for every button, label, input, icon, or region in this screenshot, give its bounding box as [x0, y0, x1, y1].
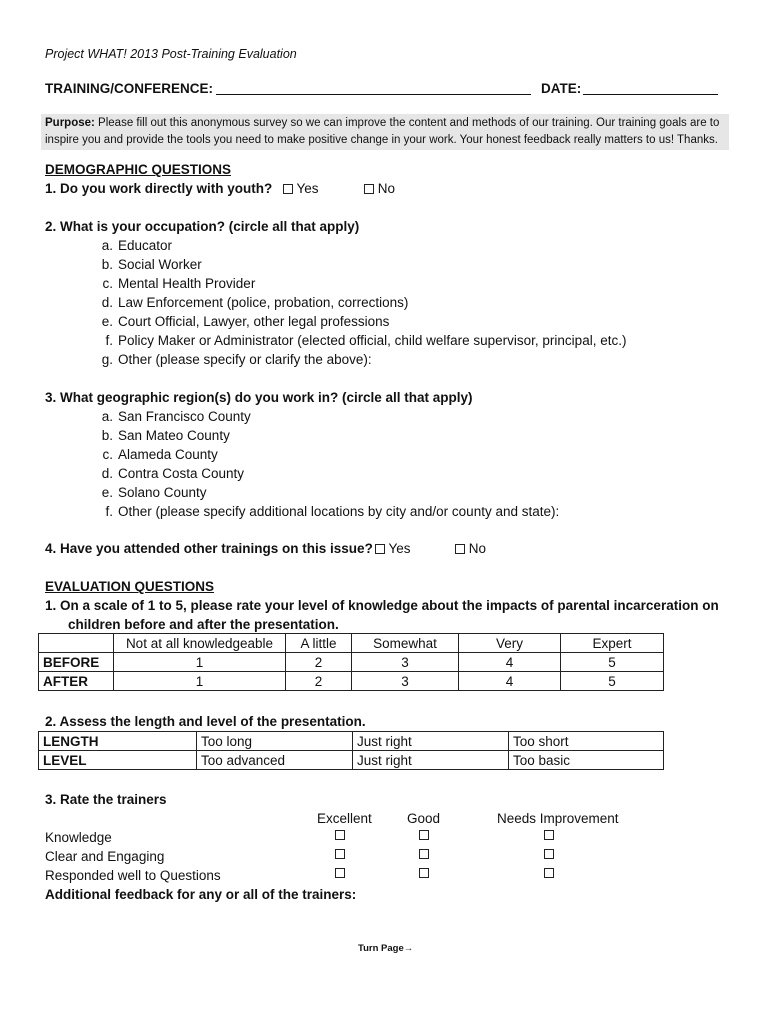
table-header: A little [286, 634, 352, 653]
list-item[interactable]: c. Mental Health Provider [102, 276, 256, 291]
row-label: AFTER [39, 672, 114, 691]
date-field[interactable] [583, 79, 718, 98]
checkbox-icon[interactable] [544, 849, 554, 859]
occupation-options [90, 236, 626, 369]
option-cell[interactable]: Too basic [509, 751, 664, 770]
additional-feedback-label: Additional feedback for any or all of the trainers: [45, 887, 357, 902]
column-excellent: Excellent [317, 811, 372, 826]
evaluation-heading: EVALUATION QUESTIONS [45, 579, 215, 594]
purpose-box [41, 114, 729, 150]
rating-cell[interactable]: 1 [114, 672, 286, 691]
rating-cell[interactable]: 2 [286, 653, 352, 672]
q1-no-label: No [377, 181, 396, 196]
checkbox-icon[interactable] [544, 830, 554, 840]
list-item[interactable]: g. Other (please specify or clarify the above): [101, 352, 372, 367]
demographic-heading: DEMOGRAPHIC QUESTIONS [45, 162, 232, 177]
eval-q1-question: 1. On a scale of 1 to 5, please rate your level of knowledge about the impacts of parental incarceration on [45, 598, 719, 613]
checkbox-icon[interactable] [364, 184, 374, 194]
q4-trainings-question: 4. Have you attended other trainings on this issue? [45, 541, 373, 556]
checkbox-icon[interactable] [419, 830, 429, 840]
list-item[interactable]: e. Court Official, Lawyer, other legal professions [101, 314, 390, 329]
column-needs-improvement: Needs Improvement [497, 811, 619, 826]
table-row [39, 732, 664, 751]
table-header: Somewhat [352, 634, 459, 653]
rating-cell[interactable]: 2 [286, 672, 352, 691]
eval-q1-question-continued: children before and after the presentation. [68, 617, 339, 632]
list-item[interactable]: b. San Mateo County [101, 428, 230, 443]
list-item[interactable]: a. Educator [101, 238, 173, 253]
purpose-text: Please fill out this anonymous survey so we can improve the content and methods of our training. Our training goals are to inspire you and provide the tools you need to make positive change in your work. Your honest feedback really matters to us! Thanks. [45, 117, 720, 146]
table-header: Not at all knowledgeable [114, 634, 286, 653]
list-item[interactable]: d. Law Enforcement (police, probation, corrections) [101, 295, 409, 310]
form-title: Project WHAT! 2013 Post-Training Evaluation [45, 47, 297, 61]
q4-no-label: No [468, 541, 487, 556]
checkbox-icon[interactable] [283, 184, 293, 194]
list-item[interactable]: d. Contra Costa County [101, 466, 245, 481]
list-item[interactable]: e. Solano County [101, 485, 207, 500]
table-row [39, 653, 664, 672]
table-header: Expert [561, 634, 664, 653]
list-item[interactable]: b. Social Worker [101, 257, 202, 272]
trainer-row-responded: Responded well to Questions [45, 868, 221, 883]
table-cell [39, 634, 114, 653]
row-label: LENGTH [39, 732, 197, 751]
q1-youth-question: 1. Do you work directly with youth? [45, 181, 273, 196]
q1-no-option[interactable] [364, 179, 395, 198]
option-cell[interactable]: Too short [509, 732, 664, 751]
table-row [39, 751, 664, 770]
checkbox-icon[interactable] [335, 849, 345, 859]
checkbox-icon[interactable] [455, 544, 465, 554]
rating-cell[interactable]: 3 [352, 653, 459, 672]
option-cell[interactable]: Just right [353, 751, 509, 770]
q4-no-option[interactable] [455, 539, 486, 558]
rating-cell[interactable]: 5 [561, 653, 664, 672]
trainer-row-knowledge: Knowledge [45, 830, 112, 845]
rating-cell[interactable]: 3 [352, 672, 459, 691]
turn-page-label: Turn Page→ [358, 943, 414, 954]
list-item[interactable]: f. Other (please specify additional locations by city and/or county and state): [105, 504, 560, 519]
option-cell[interactable]: Just right [353, 732, 509, 751]
checkbox-icon[interactable] [375, 544, 385, 554]
training-conference-label: TRAINING/CONFERENCE: [45, 81, 213, 96]
checkbox-icon[interactable] [544, 868, 554, 878]
q1-yes-label: Yes [296, 181, 319, 196]
table-row [39, 634, 664, 653]
eval-q3-question: 3. Rate the trainers [45, 792, 167, 807]
eval-q2-question: 2. Assess the length and level of the presentation. [45, 714, 366, 729]
table-row [39, 672, 664, 691]
q2-occupation-question: 2. What is your occupation? (circle all that apply) [45, 219, 360, 234]
q1-yes-option[interactable] [283, 179, 319, 198]
row-label: BEFORE [39, 653, 114, 672]
table-header: Very [459, 634, 561, 653]
trainer-row-clear-engaging: Clear and Engaging [45, 849, 165, 864]
checkbox-icon[interactable] [335, 868, 345, 878]
rating-cell[interactable]: 4 [459, 672, 561, 691]
q4-yes-label: Yes [388, 541, 411, 556]
knowledge-rating-table [38, 633, 664, 691]
q4-yes-option[interactable] [375, 539, 411, 558]
rating-cell[interactable]: 5 [561, 672, 664, 691]
date-label: DATE: [541, 81, 582, 96]
training-conference-field[interactable] [216, 79, 531, 98]
length-level-table [38, 731, 664, 770]
checkbox-icon[interactable] [419, 849, 429, 859]
rating-cell[interactable]: 1 [114, 653, 286, 672]
purpose-label: Purpose: [45, 117, 95, 129]
region-options [90, 407, 559, 521]
column-good: Good [407, 811, 441, 826]
row-label: LEVEL [39, 751, 197, 770]
list-item[interactable]: c. Alameda County [102, 447, 218, 462]
list-item[interactable]: a. San Francisco County [101, 409, 251, 424]
option-cell[interactable]: Too advanced [197, 751, 353, 770]
q3-region-question: 3. What geographic region(s) do you work in? (circle all that apply) [45, 390, 473, 405]
checkbox-icon[interactable] [419, 868, 429, 878]
list-item[interactable]: f. Policy Maker or Administrator (elected official, child welfare supervisor, principal, etc.) [105, 333, 627, 348]
rating-cell[interactable]: 4 [459, 653, 561, 672]
option-cell[interactable]: Too long [197, 732, 353, 751]
checkbox-icon[interactable] [335, 830, 345, 840]
